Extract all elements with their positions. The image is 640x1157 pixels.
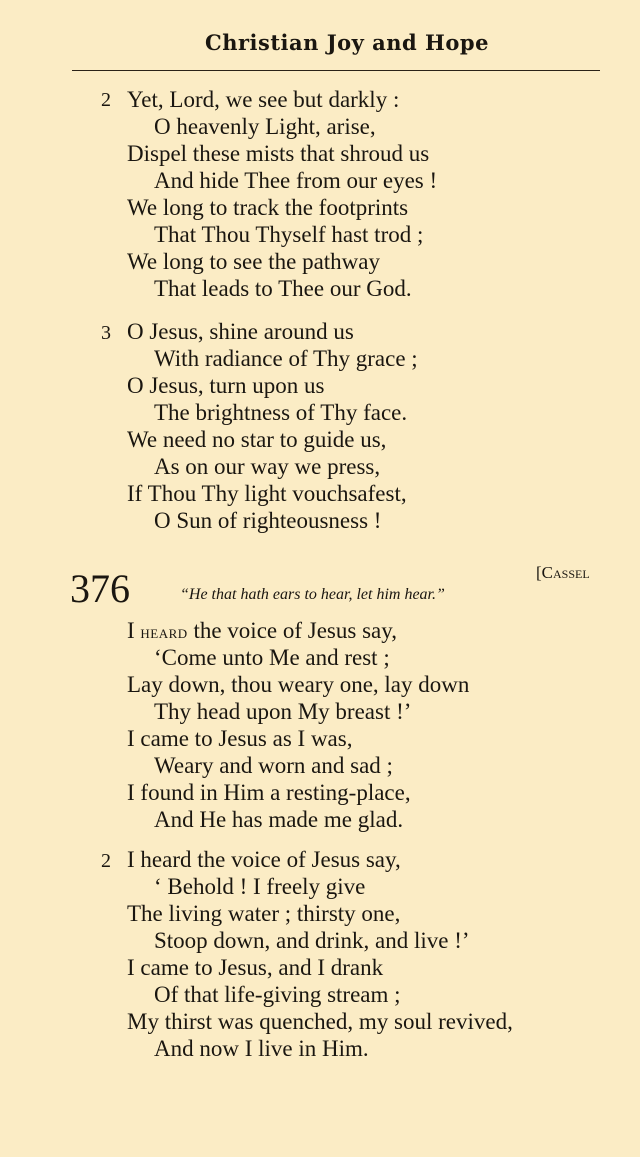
verse-line: We need no star to guide us, (127, 427, 387, 452)
verse-line: Stoop down, and drink, and live !’ (154, 928, 470, 953)
verse-line: Thy head upon My breast !’ (154, 699, 412, 724)
verse-first-line (127, 618, 397, 646)
verse-line: As on our way we press, (154, 454, 381, 479)
verse-line: That Thou Thyself hast trod ; (154, 222, 424, 247)
tune-name-text: [Cassel (536, 563, 590, 582)
verse-line: The living water ; thirsty one, (127, 901, 401, 926)
verse-line: I found in Him a resting-place, (127, 780, 411, 805)
verse-number: 3 (101, 322, 111, 344)
verse-number: 2 (101, 850, 111, 872)
verse-number: 2 (101, 89, 111, 111)
verse-line: ‘Come unto Me and rest ; (154, 645, 390, 670)
verse-line: Yet, Lord, we see but darkly : (127, 87, 400, 112)
tune-name (536, 562, 590, 584)
verse-line: ‘ Behold ! I freely give (154, 874, 366, 899)
verse-line: We long to see the pathway (127, 249, 380, 274)
first-word: I (127, 618, 135, 643)
verse-line: O heavenly Light, arise, (154, 114, 376, 139)
verse-line: That leads to Thee our God. (154, 276, 412, 301)
verse-line: Weary and worn and sad ; (154, 753, 393, 778)
epigraph: “He that hath ears to hear, let him hear.” (180, 586, 445, 603)
verse-line: My thirst was quenched, my soul revived, (127, 1009, 513, 1034)
header-rule (72, 70, 600, 71)
small-caps-word: heard (140, 622, 188, 643)
verse-line: Of that life-giving stream ; (154, 982, 401, 1007)
verse-line: We long to track the footprints (127, 195, 409, 220)
hymn-number: 376 (70, 566, 130, 611)
verse-line: And He has made me glad. (154, 807, 404, 832)
verse-line: O Sun of righteousness ! (154, 508, 382, 533)
verse-line: O Jesus, turn upon us (127, 373, 325, 398)
verse-line: I came to Jesus as I was, (127, 726, 353, 751)
running-title: Christian Joy and Hope (205, 30, 489, 55)
verse-line: With radiance of Thy grace ; (154, 346, 418, 371)
verse-line: O Jesus, shine around us (127, 319, 354, 344)
verse-line: Dispel these mists that shroud us (127, 141, 430, 166)
verse-line: I heard the voice of Jesus say, (127, 847, 401, 872)
verse-line: Lay down, thou weary one, lay down (127, 672, 470, 697)
first-line-rest: the voice of Jesus say, (193, 618, 397, 643)
verse-line: If Thou Thy light vouchsafest, (127, 481, 407, 506)
verse-line: The brightness of Thy face. (154, 400, 408, 425)
verse-line: And now I live in Him. (154, 1036, 369, 1061)
verse-line: I came to Jesus, and I drank (127, 955, 384, 980)
verse-line: And hide Thee from our eyes ! (154, 168, 438, 193)
